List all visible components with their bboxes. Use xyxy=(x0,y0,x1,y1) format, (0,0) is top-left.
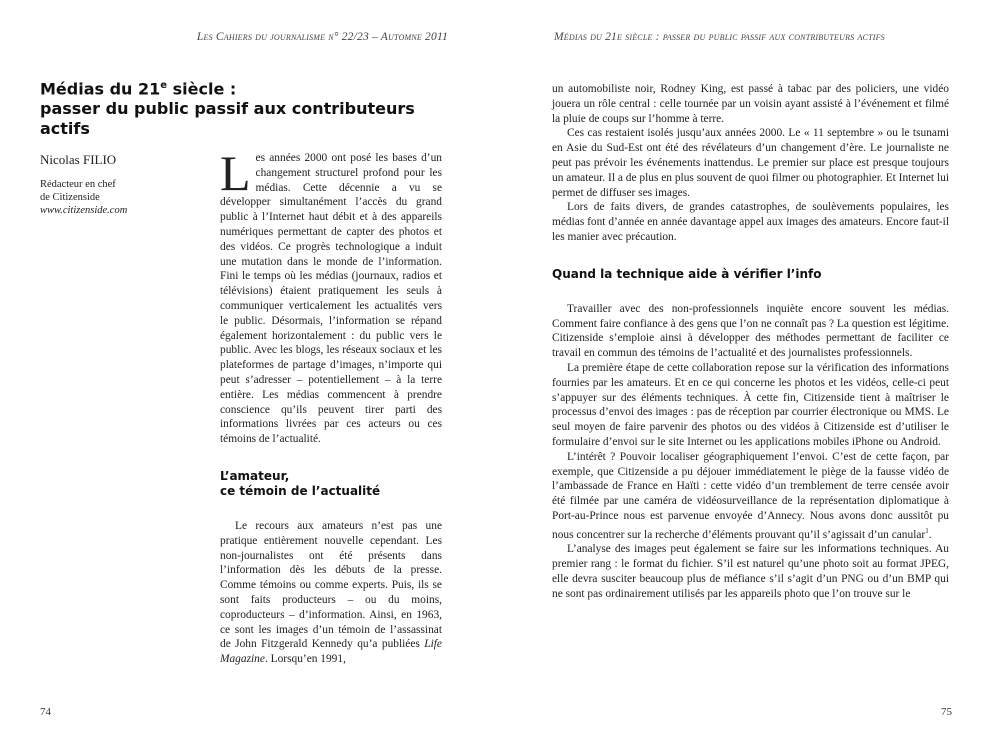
paragraph-text-end: . Lorsqu’en 1991, xyxy=(264,653,346,666)
author-name: Nicolas FILIO xyxy=(40,152,117,167)
section-heading-line-1: L’amateur, xyxy=(220,468,290,483)
title-line-2: passer du public passif aux contributeurs actifs xyxy=(40,99,415,139)
footnote-reference: 1 xyxy=(925,526,929,535)
body-paragraph: L’analyse des images peut également se faire sur les informations techniques. Au premier rang : le format du fichier. S’il est naturel qu’une photo soit au format JPEG, elle devra susciter beaucoup plus de méfiance s’il s’agit d’un PNG ou d’un BMP qui ne sont pas ordinairement utilisés par les appareils photo que l’on trouve sur le xyxy=(552,543,949,600)
title-superscript: e xyxy=(160,80,168,91)
article-title xyxy=(40,76,460,139)
section-heading: Quand la technique aide à vérifier l’info xyxy=(552,266,822,281)
author-role-line-2: de Citizenside xyxy=(40,192,100,203)
body-paragraph: La première étape de cette collaboration repose sur la vérification des informations fournies par les amateurs. Et en ce qui concerne les photos et les vidéos, celle-ci peut s’appuyer sur des éléments techniques. À cette fin, Citizenside tient à maîtriser le processus d’envoi des images : pas de réception par courrier électronique ou MMS. Le seul moyen de faire parvenir des photos ou des vidéos à Citizenside est d’utiliser le formulaire d’envoi sur le site Internet ou les applications mobiles iPhone ou Android. xyxy=(552,361,949,448)
right-body-column xyxy=(552,82,949,602)
running-header: Les Cahiers du journalisme n° 22/23 – Automne 2011 xyxy=(196,31,448,43)
paragraph-text: L’intérêt ? Pouvoir localiser géographiquement l’envoi. C’est de cette façon, par exemple, que Citizenside a pu déjouer immédiatement le piège de la fausse vidéo de l’ambassade de France en Haïti : cette vidéo d’un tremblement de terre censée avoir été filmée par une caméra de vidéosurveillance de la représentation diplomatique à Port-au-Prince nous est parvenue envoyée d’Annecy. Nous avons donc aussitôt pu nous concentrer sur la recherche d’éléments prouvant qu’il s’agissait d’un canular xyxy=(552,450,949,541)
author-info xyxy=(40,178,170,217)
body-paragraph: Travailler avec des non-professionnels inquiète encore souvent les médias. Comment faire confiance à des gens que l’on ne connaît pas ? La question est légitime. Citizenside s’emploie ainsi à développer des méthodes permettant de faciliter ce travail en commun des témoins de l’actualité et des journalistes professionnels. xyxy=(552,302,949,360)
drop-cap: L xyxy=(220,145,251,201)
paragraph-text: Le recours aux amateurs n’est pas une pratique entièrement nouvelle cependant. Les non-journalistes ont été présents dans l’information dès les débuts de la presse. Comme témoins ou comme experts. Puis, ils se sont faits producteurs – ou du moins, coproducteurs – d’information. Ainsi, en 1963, ce sont les images d’un témoin de l’assassinat de John Fitzgerald Kennedy qu’a publiées xyxy=(220,519,442,651)
left-body-column xyxy=(220,145,442,667)
author-url: www.citizenside.com xyxy=(40,205,128,216)
body-paragraph xyxy=(552,450,949,543)
section-heading-line-2: ce témoin de l’actualité xyxy=(220,483,381,498)
intro-text: es années 2000 ont posé les bases d’un changement structurel profond pour les médias. Cette décennie a vu se développer simultanément l’accès du grand public à l’Internet haut débit et à des appareils numériques permettant de capter des photos et des vidéos. Ce progrès technologique a induit une mutation dans le monde de l’information. Fini le temps où les médias (journaux, radios et télévisions) étaient pratiquement les seuls à communiquer verticalement les actualités vers le public. Désormais, l’information se répand également horizontalement : du public vers le public. Avec les blogs, les réseaux sociaux et les plateformes de partage d’images, n’importe qui peut s’adresser – potentiellement – à la terre entière. Les médias commencent à prendre conscience qu’ils peuvent tirer parti des informations livrées par ces acteurs ou ces témoins de l’actualité. xyxy=(220,152,442,446)
section-heading xyxy=(220,469,442,499)
page-number: 74 xyxy=(40,706,51,718)
title-part-1: Médias du 21 xyxy=(40,79,161,99)
title-part-2: siècle : xyxy=(167,79,237,99)
publication-title: Life Magazine xyxy=(220,638,442,666)
paragraph-text-end: . xyxy=(928,528,932,541)
author-role-line-1: Rédacteur en chef xyxy=(40,179,116,190)
body-paragraph: Lors de faits divers, de grandes catastrophes, de soulèvements populaires, les médias font d’année en année davantage appel aux images des amateurs. Encore faut-il les manier avec précaution. xyxy=(552,201,949,243)
body-paragraph: Ces cas restaient isolés jusqu’aux années 2000. Le « 11 septembre » ou le tsunami en Asie du Sud-Est ont été des révélateurs d’un changement d’ère. Le journaliste ne peut pas prévoir les événements inattendus. Le premier sur place est presque toujours un amateur. Il a de plus en plus souvent de quoi filmer ou photographier. Et Internet lui permet de diffuser ses images. xyxy=(552,127,949,199)
running-header: Médias du 21e siècle : passer du public passif aux contributeurs actifs xyxy=(554,31,885,43)
page-number: 75 xyxy=(941,706,952,718)
continued-paragraph: un automobiliste noir, Rodney King, est passé à tabac par des policiers, une vidéo jouera un rôle central : celle tournée par un voisin ayant assisté à l’événement et filmé la pluie de coups sur l’homme à terre. xyxy=(552,83,949,125)
right-page xyxy=(496,0,992,744)
intro-paragraph xyxy=(220,145,442,447)
body-paragraph xyxy=(220,519,442,667)
